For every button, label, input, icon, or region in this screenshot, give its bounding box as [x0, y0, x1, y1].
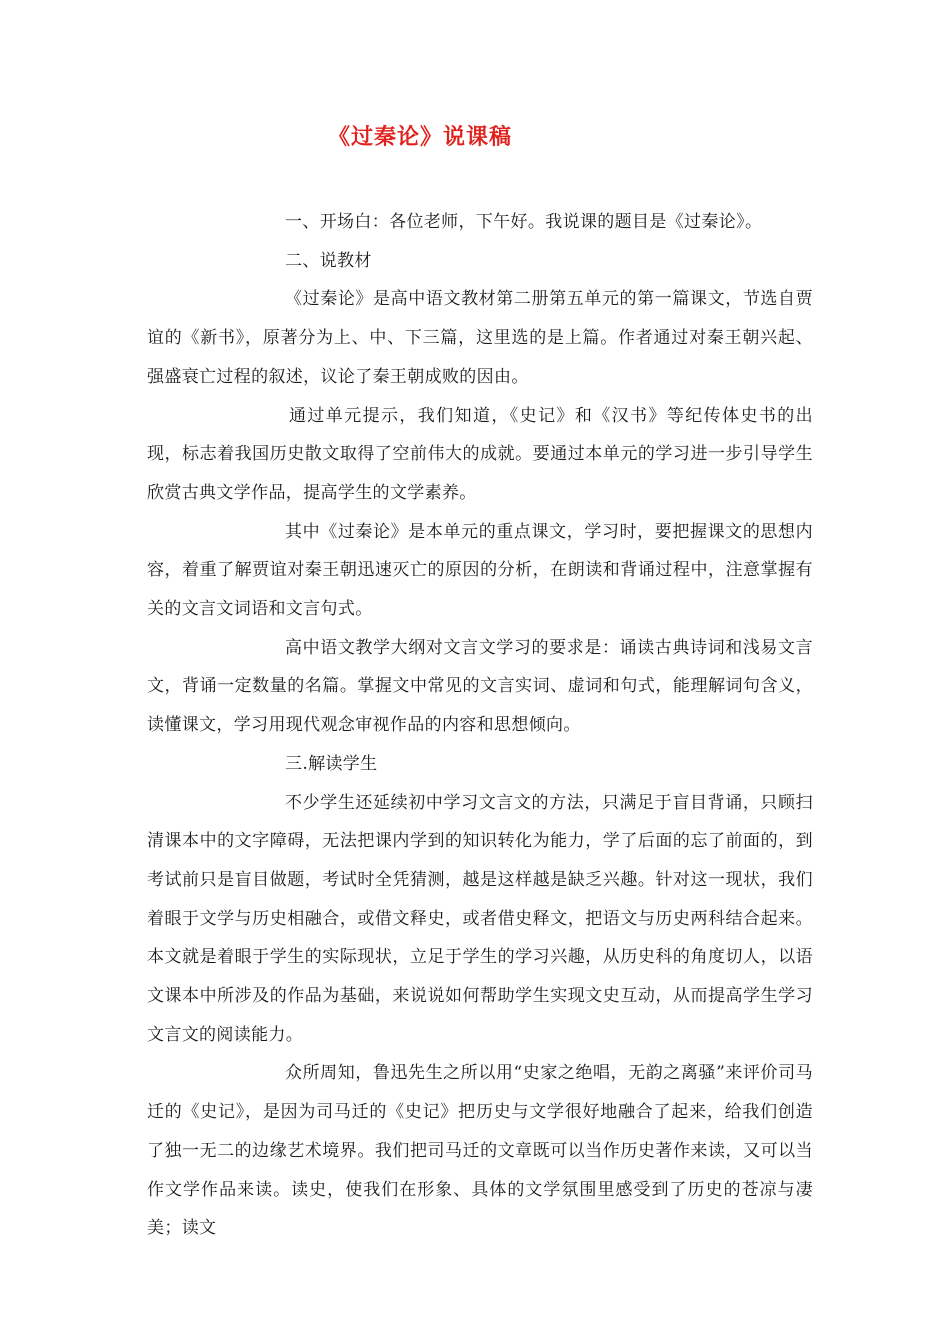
- section-heading-students: 三.解读学生: [285, 753, 378, 774]
- document-title: 《过秦论》说课稿: [327, 125, 512, 150]
- textbook-paragraph-4: 高中语文教学大纲对文言文学习的要求是：诵读古典诗词和浅易文言文，背诵一定数量的名篇。掌握文中常见的文言实词、虚词和句式，能理解词句含义，读懂课文，学习用现代观念审视作品的内容和思想倾向。: [147, 637, 813, 736]
- section-heading-textbook: 二、说教材: [285, 250, 372, 271]
- document-body: [147, 203, 813, 1248]
- students-paragraph-1: 不少学生还延续初中学习文言文的方法，只满足于盲目背诵，只顾扫清课本中的文字障碍，无法把课内学到的知识转化为能力，学了后面的忘了前面的，到考试前只是盲目做题，考试时全凭猜测，越是这样越是缺乏兴趣。针对这一现状，我们着眼于文学与历史相融合，或借文释史，或者借史释文，把语文与历史两科结合起来。本文就是着眼于学生的实际现状，立足于学生的学习兴趣，从历史科的角度切人，以语文课本中所涉及的作品为基础，来说说如何帮助学生实现文史互动，从而提高学生学习文言文的阅读能力。: [147, 792, 813, 1045]
- textbook-paragraph-3: 其中《过秦论》是本单元的重点课文，学习时，要把握课文的思想内容，着重了解贾谊对秦王朝迅速灭亡的原因的分析，在朗读和背诵过程中，注意掌握有关的文言文词语和文言句式。: [147, 521, 813, 620]
- textbook-paragraph-2: 通过单元提示，我们知道，《史记》和《汉书》等纪传体史书的出现，标志着我国历史散文取得了空前伟大的成就。要通过本单元的学习进一步引导学生欣赏古典文学作品，提高学生的文学素养。: [147, 405, 813, 503]
- opening-paragraph: 一、开场白：各位老师，下午好。我说课的题目是《过秦论》。: [285, 212, 763, 232]
- textbook-paragraph-1: 《过秦论》是高中语文教材第二册第五单元的第一篇课文，节选自贾谊的《新书》，原著分为上、中、下三篇，这里选的是上篇。作者通过对秦王朝兴起、强盛衰亡过程的叙述，议论了秦王朝成败的因由。: [147, 289, 813, 387]
- students-paragraph-2: 众所周知，鲁迅先生之所以用“史家之绝唱，无韵之离骚”来评价司马迁的《史记》，是因为司马迁的《史记》把历史与文学很好地融合了起来，给我们创造了独一无二的边缘艺术境界。我们把司马迁的文章既可以当作历史著作来读，又可以当作文学作品来读。读史，使我们在形象、具体的文学氛围里感受到了历史的苍凉与凄美；读文: [147, 1063, 813, 1239]
